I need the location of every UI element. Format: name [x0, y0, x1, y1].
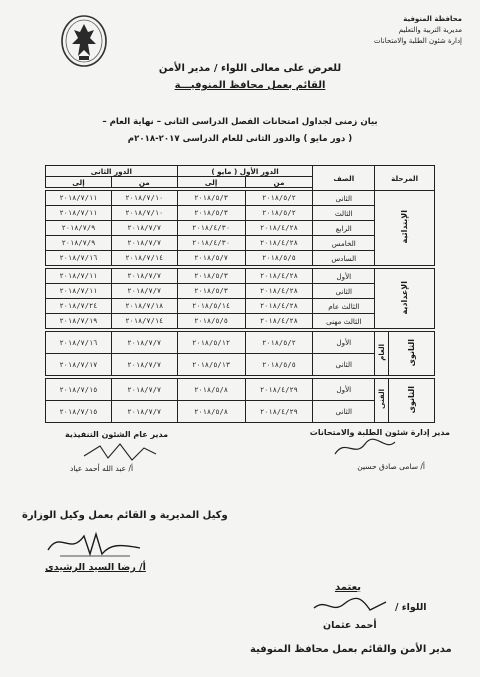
r2-to-cell: ٢٠١٨/٧/١١	[46, 269, 112, 284]
ministry-line: إدارة شئون الطلبة والامتحانات	[374, 37, 462, 45]
r1-from-cell: ٢٠١٨/٤/٢٨	[245, 299, 313, 314]
header-round2: الدور الثانى	[46, 166, 178, 177]
header-r2-to: إلى	[46, 177, 112, 188]
r2-to-cell: ٢٠١٨/٧/٩	[46, 236, 112, 251]
header-r2-from: من	[111, 177, 177, 188]
table-row	[46, 332, 435, 354]
stage-secondary-general: الثانوى	[389, 332, 435, 376]
table-row	[46, 269, 435, 284]
r1-from-cell: ٢٠١٨/٤/٢٨	[245, 269, 313, 284]
title-line-1: بيان زمنى لجداول امتحانات الفصل الدراسى الثانى – نهاية العام –	[102, 117, 378, 127]
header-stage: المرحلة	[375, 166, 435, 191]
deputy-title: وكيل المديرية و القائم بعمل وكيل الوزارة	[22, 510, 228, 521]
ministry-line: مديرية التربية والتعليم	[398, 26, 462, 34]
grade-cell: الأول	[313, 269, 375, 284]
r2-from-cell: ٢٠١٨/٧/٧	[111, 236, 177, 251]
grade-cell: الثالث عام	[313, 299, 375, 314]
r1-from-cell: ٢٠١٨/٤/٢٩	[245, 401, 313, 423]
r2-from-cell: ٢٠١٨/٧/٧	[111, 354, 177, 376]
r1-to-cell: ٢٠١٨/٥/٣	[177, 191, 245, 206]
present-line-1: للعرض على معالى اللواء / مدير الأمن	[158, 63, 342, 74]
r1-from-cell: ٢٠١٨/٤/٢٨	[245, 284, 313, 299]
grade-cell: الثالث	[313, 206, 375, 221]
r2-from-cell: ٢٠١٨/٧/١٠	[111, 206, 177, 221]
r2-from-cell: ٢٠١٨/٧/٧	[111, 379, 177, 401]
grade-cell: الثالث مهنى	[313, 314, 375, 329]
r2-from-cell: ٢٠١٨/٧/٧	[111, 284, 177, 299]
deputy-name: أ/ رضا السيد الرشيدى	[45, 562, 146, 573]
r1-from-cell: ٢٠١٨/٥/٢	[245, 206, 313, 221]
r2-to-cell: ٢٠١٨/٧/٩	[46, 221, 112, 236]
exam-schedule-table	[45, 165, 435, 423]
title-line-2: ( دور مايو ) والدور الثانى للعام الدراسى ٢٠١٧-٢٠١٨م	[127, 134, 353, 144]
r2-from-cell: ٢٠١٨/٧/١٤	[111, 314, 177, 329]
signature-left-title: مدير عام الشئون التنفيذية	[65, 430, 169, 439]
r1-to-cell: ٢٠١٨/٥/٥	[177, 314, 245, 329]
table-header-row	[46, 166, 435, 177]
final-title: مدير الأمن والقائم بعمل محافظ المنوفية	[250, 644, 452, 655]
approve-label: يعتمد	[335, 582, 361, 593]
signature-left-name: أ/ عبد الله أحمد عياد	[70, 464, 134, 473]
r2-from-cell: ٢٠١٨/٧/٧	[111, 221, 177, 236]
grade-cell: الثانى	[313, 401, 375, 423]
r1-to-cell: ٢٠١٨/٥/٨	[177, 379, 245, 401]
ministry-header	[352, 14, 462, 47]
r2-from-cell: ٢٠١٨/٧/٧	[111, 401, 177, 423]
grade-cell: الثانى	[313, 284, 375, 299]
ministry-line: محافظة المنوفية	[403, 15, 462, 23]
r2-to-cell: ٢٠١٨/٧/١١	[46, 284, 112, 299]
approval-signature-mark	[310, 594, 390, 616]
r2-to-cell: ٢٠١٨/٧/١١	[46, 206, 112, 221]
r1-to-cell: ٢٠١٨/٤/٣٠	[177, 236, 245, 251]
r1-to-cell: ٢٠١٨/٥/١٤	[177, 299, 245, 314]
grade-cell: الثانى	[313, 191, 375, 206]
substage-general: العام	[375, 332, 389, 376]
grade-cell: الثانى	[313, 354, 375, 376]
r1-to-cell: ٢٠١٨/٥/٧	[177, 251, 245, 266]
signature-right-title: مدير إدارة شئون الطلبة والامتحانات	[309, 428, 450, 437]
r2-to-cell: ٢٠١٨/٧/٢٤	[46, 299, 112, 314]
r1-from-cell: ٢٠١٨/٥/٥	[245, 251, 313, 266]
r2-to-cell: ٢٠١٨/٧/١١	[46, 191, 112, 206]
r2-from-cell: ٢٠١٨/٧/١٨	[111, 299, 177, 314]
grade-cell: السادس	[313, 251, 375, 266]
r1-from-cell: ٢٠١٨/٤/٢٨	[245, 221, 313, 236]
r1-from-cell: ٢٠١٨/٥/٥	[245, 354, 313, 376]
r1-to-cell: ٢٠١٨/٥/٣	[177, 269, 245, 284]
r1-from-cell: ٢٠١٨/٤/٢٨	[245, 314, 313, 329]
substage-technical: الفنى	[375, 379, 389, 423]
r2-from-cell: ٢٠١٨/٧/١٤	[111, 251, 177, 266]
r1-from-cell: ٢٠١٨/٤/٢٨	[245, 236, 313, 251]
present-line-2: القائم بعمل محافظ المنوفيـــة	[174, 80, 326, 91]
table-row	[46, 379, 435, 401]
deputy-signature-mark	[40, 526, 150, 562]
signature-right-name: أ/ سامى صادق حسين	[357, 462, 425, 471]
r1-to-cell: ٢٠١٨/٥/٨	[177, 401, 245, 423]
r2-to-cell: ٢٠١٨/٧/١٥	[46, 379, 112, 401]
header-grade: الصف	[313, 166, 375, 191]
r2-to-cell: ٢٠١٨/٧/١٧	[46, 354, 112, 376]
signature-left-mark	[80, 440, 160, 464]
header-r1-from: من	[245, 177, 313, 188]
grade-cell: الرابع	[313, 221, 375, 236]
table-row	[46, 191, 435, 206]
r2-from-cell: ٢٠١٨/٧/١٠	[111, 191, 177, 206]
r1-to-cell: ٢٠١٨/٥/١٣	[177, 354, 245, 376]
signature-right-mark	[330, 436, 400, 460]
stage-secondary-technical: الثانوى	[389, 379, 435, 423]
grade-cell: الأول	[313, 332, 375, 354]
r2-to-cell: ٢٠١٨/٧/١٩	[46, 314, 112, 329]
general-name: أحمد عثمان	[323, 620, 377, 631]
r1-from-cell: ٢٠١٨/٥/٢	[245, 332, 313, 354]
r1-to-cell: ٢٠١٨/٥/٣	[177, 206, 245, 221]
header-round1: الدور الأول ( مايو )	[177, 166, 313, 177]
presentation-header	[150, 60, 350, 94]
r2-from-cell: ٢٠١٨/٧/٧	[111, 269, 177, 284]
stage-primary: الإبتدائية	[375, 191, 435, 266]
r2-to-cell: ٢٠١٨/٧/١٥	[46, 401, 112, 423]
document-title	[40, 114, 440, 148]
r2-from-cell: ٢٠١٨/٧/٧	[111, 332, 177, 354]
header-r1-to: إلى	[177, 177, 245, 188]
r1-to-cell: ٢٠١٨/٤/٣٠	[177, 221, 245, 236]
general-label: اللواء /	[395, 602, 427, 613]
grade-cell: الأول	[313, 379, 375, 401]
r2-to-cell: ٢٠١٨/٧/١٦	[46, 251, 112, 266]
r1-from-cell: ٢٠١٨/٥/٢	[245, 191, 313, 206]
stage-preparatory: الإعدادية	[375, 269, 435, 329]
grade-cell: الخامس	[313, 236, 375, 251]
r1-from-cell: ٢٠١٨/٤/٢٩	[245, 379, 313, 401]
r2-to-cell: ٢٠١٨/٧/١٦	[46, 332, 112, 354]
r1-to-cell: ٢٠١٨/٥/١٢	[177, 332, 245, 354]
emblem-logo	[60, 14, 108, 68]
r1-to-cell: ٢٠١٨/٥/٣	[177, 284, 245, 299]
